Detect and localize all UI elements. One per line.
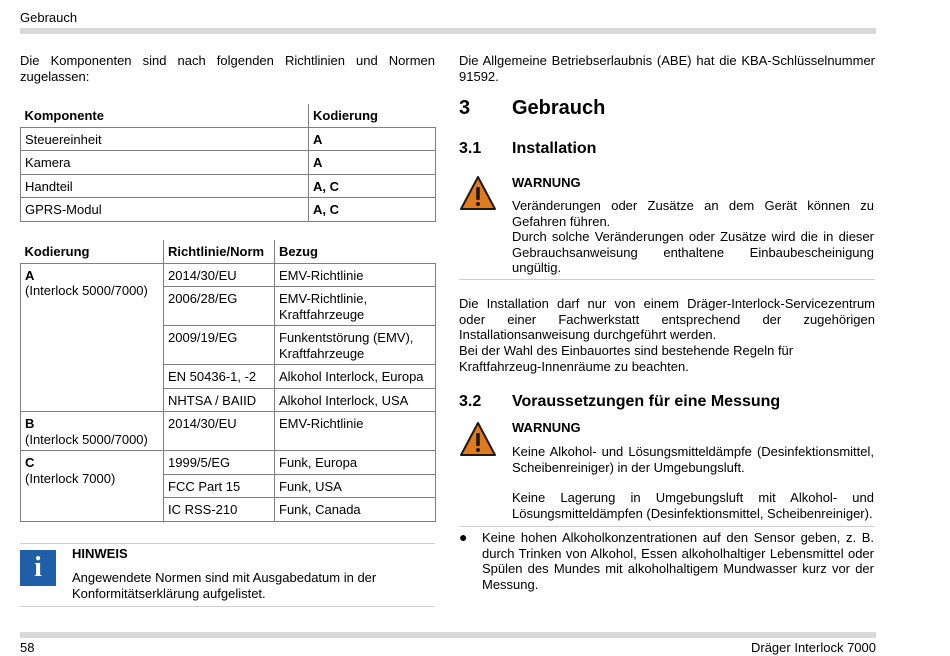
abe-paragraph: Die Allgemeine Betriebserlaubnis (ABE) hat die KBA-Schlüsselnummer 91592.	[459, 53, 875, 84]
note-divider-bottom	[20, 606, 435, 607]
table-cell: A, C	[309, 174, 436, 198]
coding-desc: (Interlock 5000/7000)	[25, 283, 148, 298]
note-text: Angewendete Normen sind mit Ausgabedatum in der Konformitätserklärung aufgelistet.	[72, 570, 377, 601]
table-cell: EN 50436-1, -2	[164, 365, 275, 389]
table-cell: NHTSA / BAIID	[164, 388, 275, 412]
column-header: Kodierung	[309, 104, 436, 127]
warning-text: Keine Lagerung in Umgebungsluft mit Alkohol- und Lösungsmitteldämpfen (Desinfektionsmittel, Scheibenreiniger).	[512, 490, 874, 521]
table-header-row	[21, 104, 436, 127]
warning-triangle-icon	[459, 421, 497, 457]
coding-code: C	[25, 455, 35, 470]
table-cell: Funkentstörung (EMV), Kraftfahrzeuge	[275, 326, 436, 365]
warning-title: WARNUNG	[512, 420, 581, 435]
coding-cell	[21, 451, 164, 522]
warning-text: Keine Alkohol- und Lösungsmitteldämpfe (Desinfektionsmittel, Scheibenreiniger) in der Umgebungsluft.	[512, 444, 874, 475]
table-row	[21, 151, 436, 175]
table-cell: Funk, Canada	[275, 498, 436, 522]
note-divider-top	[20, 543, 435, 544]
install-paragraph: Die Installation darf nur von einem Dräger-Interlock-Servicezentrum oder einer Fachwerkstatt entsprechend der zugehörigen Installationsanweisung durchgeführt werden.	[459, 296, 875, 342]
section-title: Installation	[512, 140, 597, 157]
warning-divider	[459, 279, 875, 280]
table-cell: A	[309, 151, 436, 175]
page-number: 58	[20, 640, 35, 655]
table-cell: 1999/5/EG	[164, 451, 275, 475]
table-cell: 2014/30/EU	[164, 263, 275, 287]
warning-title: WARNUNG	[512, 175, 581, 190]
chapter-title: Gebrauch	[512, 97, 606, 119]
coding-cell	[21, 263, 164, 412]
warning-triangle-icon	[459, 175, 497, 211]
table-row	[21, 451, 436, 475]
header-rule	[20, 28, 876, 34]
coding-cell	[21, 412, 164, 451]
table-cell: Steuereinheit	[21, 127, 309, 151]
table-cell: IC RSS-210	[164, 498, 275, 522]
column-header: Komponente	[21, 104, 309, 127]
standards-table	[20, 240, 436, 522]
note-title: HINWEIS	[72, 546, 128, 561]
column-header: Richtlinie/Norm	[164, 240, 275, 263]
footer-rule	[20, 632, 876, 638]
table-row	[21, 263, 436, 287]
table-row	[21, 127, 436, 151]
table-cell: Funk, Europa	[275, 451, 436, 475]
table-cell: Kamera	[21, 151, 309, 175]
column-header: Kodierung	[21, 240, 164, 263]
section-title: Voraussetzungen für eine Messung	[512, 393, 781, 410]
footer-product-name: Dräger Interlock 7000	[750, 640, 876, 655]
bullet-text: Keine hohen Alkoholkonzentrationen auf den Sensor geben, z. B. durch Trinken von Alkohol, Essen alkoholhaltiger Lebensmittel oder Spülen des Mundes mit alkoholhaltigem Mundwasser kurz vor der Messung.	[482, 530, 874, 592]
column-header: Bezug	[275, 240, 436, 263]
intro-paragraph: Die Komponenten sind nach folgenden Richtlinien und Normen zugelassen:	[20, 53, 435, 84]
table-cell: Alkohol Interlock, Europa	[275, 365, 436, 389]
coding-desc: (Interlock 5000/7000)	[25, 431, 148, 447]
warning-text: Durch solche Veränderungen oder Zusätze wird die in dieser Gebrauchsanweisung enthaltene Einbaubescheinigung ungültig.	[512, 229, 874, 275]
table-cell: A, C	[309, 198, 436, 222]
components-table	[20, 104, 436, 222]
table-cell: EMV-Richtlinie	[275, 412, 436, 451]
table-cell: GPRS-Modul	[21, 198, 309, 222]
table-cell: EMV-Richtlinie, Kraftfahrzeuge	[275, 287, 436, 326]
table-row	[21, 174, 436, 198]
table-cell: A	[309, 127, 436, 151]
coding-desc: (Interlock 7000)	[25, 470, 116, 486]
coding-code: A	[25, 267, 35, 283]
table-cell: Handteil	[21, 174, 309, 198]
table-cell: FCC Part 15	[164, 474, 275, 498]
section-number: 3.2	[459, 393, 482, 410]
running-header: Gebrauch	[20, 10, 78, 25]
warning-text: Veränderungen oder Zusätze an dem Gerät können zu Gefahren führen.	[512, 198, 874, 229]
table-cell: 2006/28/EG	[164, 287, 275, 326]
bullet-icon: ●	[459, 529, 468, 545]
table-row	[21, 412, 436, 451]
table-cell: EMV-Richtlinie	[275, 263, 436, 287]
table-cell: 2014/30/EU	[164, 412, 275, 451]
section-number: 3.1	[459, 140, 482, 157]
install-paragraph: Bei der Wahl des Einbauortes sind bestehende Regeln für Kraftfahrzeug-Innenräume zu beachten.	[459, 343, 794, 374]
table-cell: Funk, USA	[275, 474, 436, 498]
table-cell: Alkohol Interlock, USA	[275, 388, 436, 412]
table-row	[21, 198, 436, 222]
table-header-row	[21, 240, 436, 263]
table-cell: 2009/19/EG	[164, 326, 275, 365]
coding-code: B	[25, 416, 35, 431]
warning-divider	[459, 526, 875, 527]
chapter-number: 3	[459, 97, 471, 119]
info-icon: i	[20, 550, 56, 586]
